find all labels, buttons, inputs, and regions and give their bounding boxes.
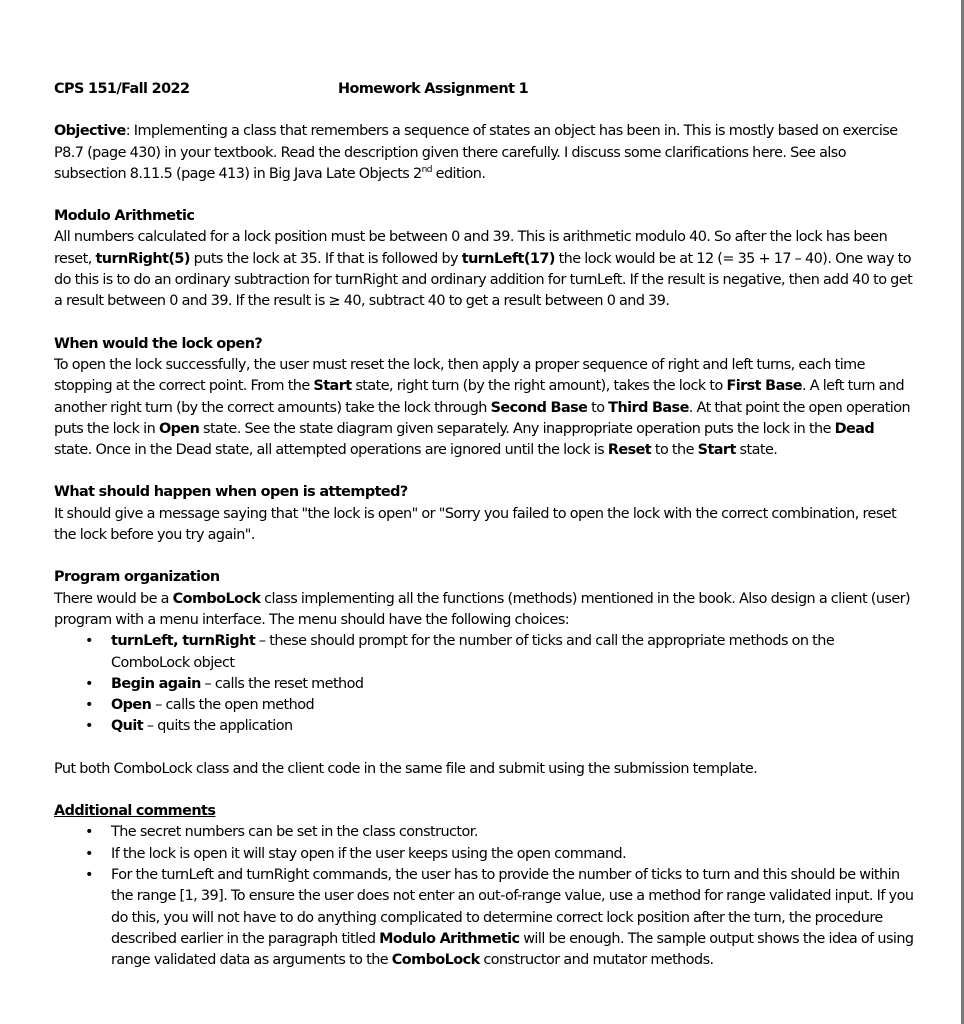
program-section [54, 567, 914, 737]
state-dead: Dead [834, 420, 875, 437]
comment-text: constructor and mutator methods. [479, 952, 714, 969]
state-start: Start [313, 378, 352, 395]
bullet-icon: • [85, 675, 93, 692]
submit-paragraph: Put both ComboLock class and the client code in the same file and submit using the submission template. [54, 760, 758, 777]
program-text: class implementing all the functions (methods) mentioned in the book. Also design a client (user) program with a menu interface. The menu should have the following choices: [54, 590, 911, 628]
open-attempt-section [54, 482, 914, 546]
class-name-combolock: ComboLock [391, 952, 480, 969]
open-when-text: . A left turn and another right turn (by the correct amounts) take the lock through [54, 378, 905, 416]
menu-choice-name: Quit [111, 718, 144, 735]
open-when-text: . At that point the open operation puts the lock in [54, 399, 911, 437]
menu-choice-desc: – calls the open method [151, 697, 315, 714]
state-first-base: First Base [726, 378, 802, 395]
open-when-text: to the [651, 442, 698, 459]
comment-text: will be enough. The sample output shows the idea of using range validated data as arguments to the [111, 930, 914, 969]
bullet-icon: • [85, 697, 93, 714]
comment-text: For the turnLeft and turnRight commands, the user has to provide the number of ticks to turn and this should be within the range [1, 39]. To ensure the user does not enter an out-of-range value, use a method for range validated input. If you do this, you will not have to do anything complicated to determine correct lock position after the turn, the procedure described earlier in the paragraph titled [111, 866, 914, 947]
list-item [85, 695, 914, 716]
modulo-text: the lock would be at 12 (= 35 + 17 – 40). One way to do this is to do an ordinary subtraction for turnRight and ordinary addition for turnLeft. If the result is negative, then add 40 to get a result between 0 and 39. If the result is ≥ 40, subtract 40 to get a result between 0 and 39. [54, 250, 913, 310]
reference-modulo: Modulo Arithmetic [379, 930, 520, 947]
open-when-section [54, 334, 914, 462]
objective-text: : Implementing a class that remembers a sequence of states an object has been in. This is mostly based on exercise P8.7 (page 430) in your textbook. Read the description given there carefully. I discuss some clarifications here. See also subsection 8.11.5 (page 413) in Big Java Late Objects 2 [54, 123, 898, 182]
list-item [85, 674, 914, 695]
menu-choices-list [54, 631, 914, 737]
open-attempt-paragraph: It should give a message saying that "the lock is open" or "Sorry you failed to open the lock with the correct combination, reset the lock before you try again". [54, 505, 897, 544]
document-header [54, 79, 914, 100]
ordinal-suffix: nd [421, 165, 432, 176]
code-turnright: turnRight(5) [95, 250, 190, 267]
program-text: There would be a [54, 590, 173, 607]
course-title: CPS 151/Fall 2022 [54, 81, 190, 97]
modulo-text: All numbers calculated for a lock position must be between 0 and 39. This is arithmetic modulo 40. So after the lock has been reset, [54, 229, 888, 267]
open-when-text: state. [735, 442, 778, 459]
menu-choice-name: Open [111, 697, 152, 714]
additional-section [54, 801, 914, 971]
class-name-combolock: ComboLock [172, 590, 261, 607]
open-when-text: state, right turn (by the right amount), takes the lock to [351, 378, 727, 395]
objective-text-end: edition. [431, 165, 486, 182]
state-open: Open [158, 420, 200, 437]
state-third-base: Third Base [608, 399, 689, 416]
menu-choice-name: turnLeft, turnRight [111, 633, 256, 650]
open-when-text: to [587, 399, 609, 416]
objective-label: Objective [54, 123, 126, 140]
document-body [54, 79, 914, 971]
state-start: Start [697, 442, 736, 459]
state-second-base: Second Base [490, 399, 588, 416]
open-attempt-heading: What should happen when open is attempted? [54, 484, 408, 501]
additional-heading: Additional comments [54, 803, 216, 820]
list-item [85, 631, 914, 674]
bullet-icon: • [85, 824, 93, 841]
code-turnleft: turnLeft(17) [461, 250, 555, 267]
objective-paragraph [54, 121, 914, 185]
bullet-icon: • [85, 845, 93, 862]
modulo-text: puts the lock at 35. If that is followed by [189, 250, 462, 267]
assignment-title: Homework Assignment 1 [338, 81, 529, 97]
modulo-heading: Modulo Arithmetic [54, 208, 195, 225]
menu-choice-name: Begin again [111, 675, 201, 692]
open-when-text: state. See the state diagram given separately. Any inappropriate operation puts the lock in the [199, 420, 835, 437]
open-when-text: To open the lock successfully, the user must reset the lock, then apply a proper sequence of right and left turns, each time stopping at the correct point. From the [54, 356, 865, 395]
comment-text: If the lock is open it will stay open if the user keeps using the open command. [111, 845, 627, 862]
state-reset: Reset [607, 442, 652, 459]
comment-text: The secret numbers can be set in the class constructor. [111, 824, 478, 841]
list-item [85, 822, 914, 843]
list-item [85, 865, 914, 971]
list-item [85, 716, 914, 737]
additional-list [54, 822, 914, 971]
open-when-text: state. Once in the Dead state, all attempted operations are ignored until the lock is [54, 442, 608, 459]
menu-choice-desc: – calls the reset method [200, 675, 364, 692]
menu-choice-desc: – these should prompt for the number of ticks and call the appropriate methods on the ComboLock object [111, 633, 835, 671]
open-when-paragraph [54, 355, 914, 461]
list-item [85, 844, 914, 865]
bullet-icon: • [85, 866, 93, 883]
bullet-icon: • [85, 633, 93, 650]
program-heading: Program organization [54, 569, 220, 586]
modulo-paragraph [54, 227, 914, 312]
modulo-section [54, 206, 914, 312]
menu-choice-desc: – quits the application [143, 718, 293, 735]
program-paragraph [54, 589, 914, 632]
bullet-icon: • [85, 718, 93, 735]
open-when-heading: When would the lock open? [54, 335, 263, 352]
